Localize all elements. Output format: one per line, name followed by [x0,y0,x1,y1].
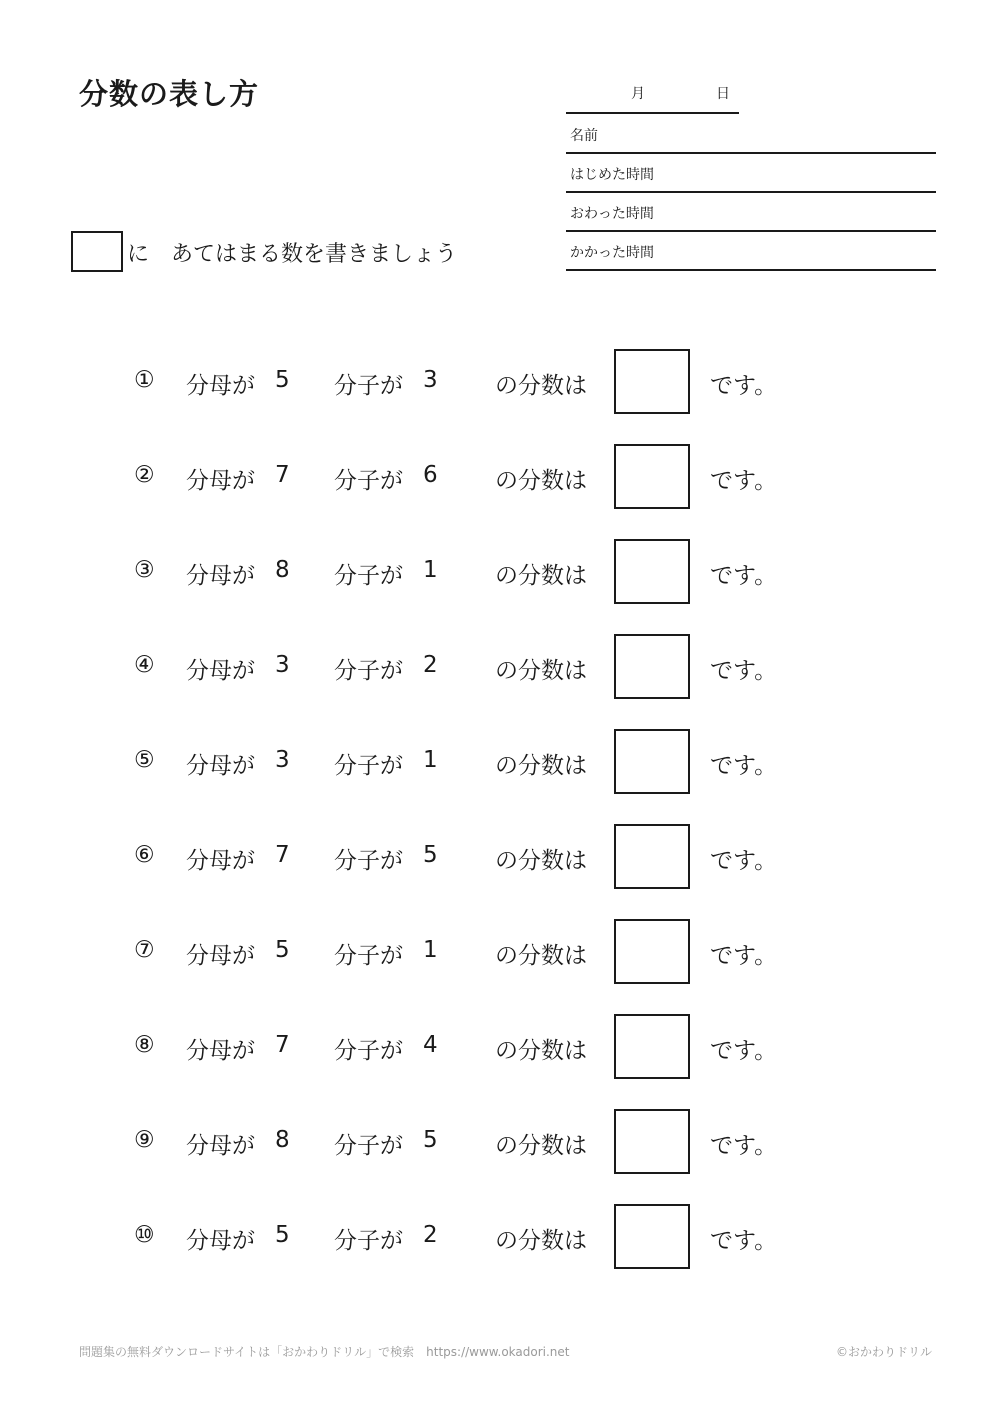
problem-row [0,823,1000,889]
problem-row [0,538,1000,604]
name-label: 名前 [570,128,598,144]
footer-copyright: ©おかわりドリル [835,1345,932,1359]
sentence-suffix: です。 [710,1228,778,1254]
numerator-value: 5 [423,842,438,868]
problem-number: ⑨ [134,1127,155,1153]
denominator-label: 分母が [186,563,255,589]
fraction-label: の分数は [495,1228,587,1254]
sentence-suffix: です。 [710,848,778,874]
worksheet-title: 分数の表し方 [79,77,260,111]
answer-box[interactable] [614,919,690,984]
numerator-value: 6 [423,462,438,488]
numerator-value: 2 [423,652,438,678]
answer-box[interactable] [614,349,690,414]
denominator-value: 7 [275,1032,290,1058]
fraction-label: の分数は [495,563,587,589]
fraction-label: の分数は [495,753,587,779]
numerator-value: 1 [423,747,438,773]
numerator-label: 分子が [334,658,403,684]
numerator-label: 分子が [334,1228,403,1254]
numerator-label: 分子が [334,753,403,779]
answer-box[interactable] [614,1204,690,1269]
denominator-label: 分母が [186,848,255,874]
numerator-value: 3 [423,367,438,393]
fraction-label: の分数は [495,1133,587,1159]
problem-row [0,348,1000,414]
fraction-label: の分数は [495,943,587,969]
numerator-label: 分子が [334,1038,403,1064]
instruction-example-box [71,231,123,272]
name-field[interactable] [566,114,936,154]
problem-number: ③ [134,557,155,583]
fraction-label: の分数は [495,468,587,494]
fraction-label: の分数は [495,373,587,399]
denominator-value: 8 [275,557,290,583]
problem-number: ① [134,367,155,393]
numerator-value: 1 [423,557,438,583]
problem-number: ⑩ [134,1222,155,1248]
answer-box[interactable] [614,634,690,699]
denominator-value: 7 [275,842,290,868]
numerator-label: 分子が [334,373,403,399]
numerator-value: 2 [423,1222,438,1248]
numerator-label: 分子が [334,943,403,969]
sentence-suffix: です。 [710,373,778,399]
numerator-label: 分子が [334,1133,403,1159]
fraction-label: の分数は [495,848,587,874]
answer-box[interactable] [614,824,690,889]
denominator-value: 5 [275,1222,290,1248]
sentence-suffix: です。 [710,563,778,589]
instruction-text: に あてはまる数を書きましょう [127,242,458,267]
sentence-suffix: です。 [710,1133,778,1159]
sentence-suffix: です。 [710,943,778,969]
problem-row [0,1203,1000,1269]
fraction-label: の分数は [495,1038,587,1064]
problem-number: ⑧ [134,1032,155,1058]
denominator-value: 5 [275,937,290,963]
problem-row [0,633,1000,699]
answer-box[interactable] [614,729,690,794]
numerator-value: 5 [423,1127,438,1153]
start-time-field[interactable] [566,153,936,193]
start-time-label: はじめた時間 [570,167,654,183]
sentence-suffix: です。 [710,1038,778,1064]
denominator-label: 分母が [186,1133,255,1159]
denominator-label: 分母が [186,753,255,779]
numerator-label: 分子が [334,848,403,874]
problem-number: ② [134,462,155,488]
denominator-value: 7 [275,462,290,488]
problem-row [0,918,1000,984]
problem-number: ⑤ [134,747,155,773]
sentence-suffix: です。 [710,468,778,494]
elapsed-time-label: かかった時間 [570,245,654,261]
denominator-value: 5 [275,367,290,393]
day-label: 日 [716,86,730,102]
answer-box[interactable] [614,444,690,509]
denominator-label: 分母が [186,943,255,969]
answer-box[interactable] [614,1109,690,1174]
problem-number: ④ [134,652,155,678]
denominator-value: 3 [275,652,290,678]
denominator-label: 分母が [186,1228,255,1254]
denominator-label: 分母が [186,658,255,684]
problem-row [0,443,1000,509]
problem-row [0,1013,1000,1079]
sentence-suffix: です。 [710,753,778,779]
sentence-suffix: です。 [710,658,778,684]
numerator-value: 1 [423,937,438,963]
denominator-label: 分母が [186,373,255,399]
problem-number: ⑦ [134,937,155,963]
end-time-field[interactable] [566,192,936,232]
denominator-value: 3 [275,747,290,773]
denominator-label: 分母が [186,468,255,494]
problem-number: ⑥ [134,842,155,868]
denominator-value: 8 [275,1127,290,1153]
numerator-value: 4 [423,1032,438,1058]
numerator-label: 分子が [334,468,403,494]
date-field[interactable] [566,78,739,114]
month-label: 月 [631,86,645,102]
answer-box[interactable] [614,539,690,604]
denominator-label: 分母が [186,1038,255,1064]
answer-box[interactable] [614,1014,690,1079]
fraction-label: の分数は [495,658,587,684]
elapsed-time-field[interactable] [566,231,936,271]
problem-row [0,728,1000,794]
problem-row [0,1108,1000,1174]
footer-site-note: 問題集の無料ダウンロードサイトは「おかわりドリル」で検索 https://www.okadori.net [79,1345,570,1359]
numerator-label: 分子が [334,563,403,589]
end-time-label: おわった時間 [570,206,654,222]
